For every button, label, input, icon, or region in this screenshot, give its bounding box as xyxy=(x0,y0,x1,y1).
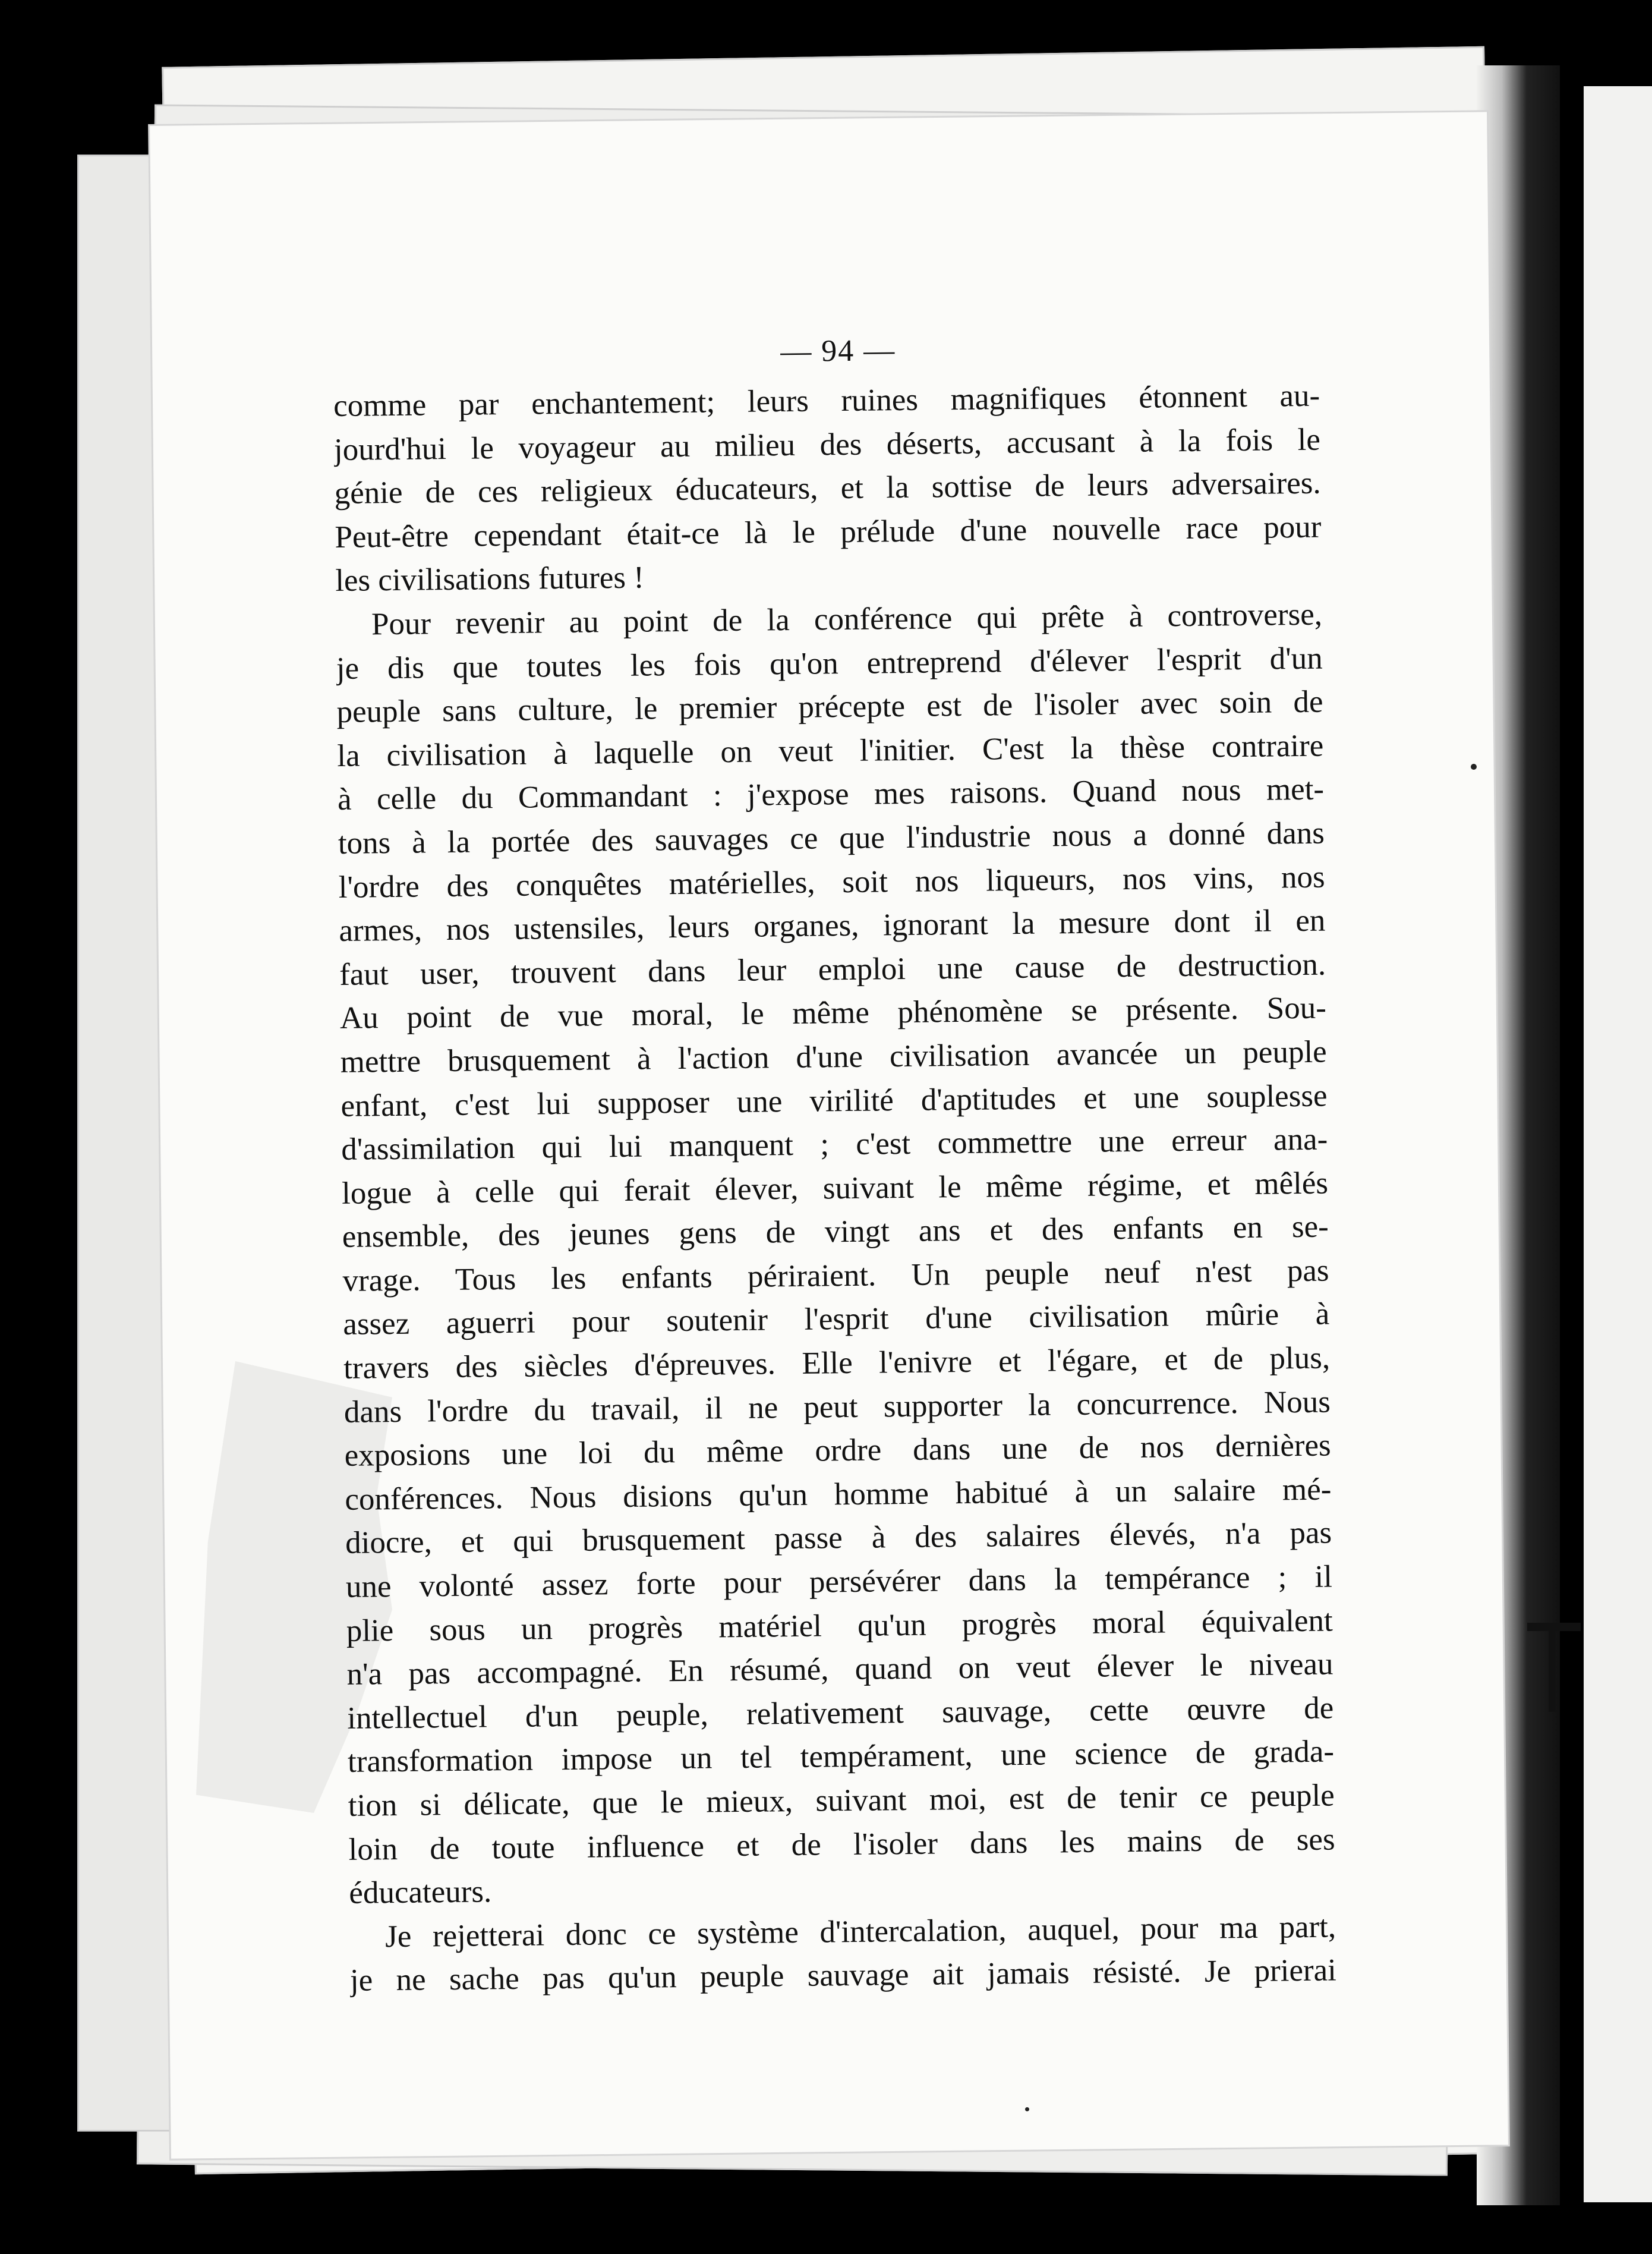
text-line: jourd'hui le voyageur au milieu des déserts, accusant à la fois le xyxy=(333,422,1321,467)
text-line: Pour revenir au point de la conférence qui prête à controverse, xyxy=(371,597,1323,642)
margin-speck xyxy=(1025,2107,1029,2111)
paragraph-2 xyxy=(336,593,1336,1916)
paragraph-1 xyxy=(333,374,1322,603)
text-line: travers des siècles d'épreuves. Elle l'enivre et l'égare, et de plus, xyxy=(343,1340,1331,1386)
text-line: logue à celle qui ferait élever, suivant le même régime, et mêlés xyxy=(341,1166,1329,1211)
text-line: génie de ces religieux éducateurs, et la sottise de leurs adversaires. xyxy=(334,465,1321,511)
facing-page-edge xyxy=(1584,86,1652,2202)
text-line: tons à la portée des sauvages ce que l'industrie nous a donné dans xyxy=(338,816,1325,861)
text-line: enfant, c'est lui supposer une virilité d'aptitudes et une souplesse xyxy=(341,1078,1328,1123)
text-line: d'assimilation qui lui manquent ; c'est commettre une erreur ana- xyxy=(341,1122,1328,1167)
text-line: mettre brusquement à l'action d'une civilisation avancée un peuple xyxy=(340,1034,1327,1079)
text-line: assez aguerri pour soutenir l'esprit d'une civilisation mûrie à xyxy=(343,1296,1330,1342)
text-line: Je rejetterai donc ce système d'intercalation, auquel, pour ma part, xyxy=(384,1909,1336,1954)
text-line: ensemble, des jeunes gens de vingt ans et des enfants en se- xyxy=(342,1209,1329,1255)
text-line: les civilisations futures ! xyxy=(335,560,645,599)
margin-speck xyxy=(1471,764,1477,770)
text-line: transformation impose un tel tempérament, une science de grada- xyxy=(347,1734,1335,1780)
text-line: n'a pas accompagné. En résumé, quand on veut élever le niveau xyxy=(346,1647,1333,1692)
text-line: dans l'ordre du travail, il ne peut supporter la concurrence. Nous xyxy=(343,1384,1331,1430)
text-line: diocre, et qui brusquement passe à des salaires élevés, n'a pas xyxy=(345,1515,1332,1561)
text-line: Peut-être cependant était-ce là le prélude d'une nouvelle race pour xyxy=(335,509,1322,555)
text-line: comme par enchantement; leurs ruines magnifiques étonnent au- xyxy=(333,378,1320,423)
text-line: l'ordre des conquêtes matérielles, soit nos liqueurs, nos vins, nos xyxy=(338,860,1325,905)
text-line: peuple sans culture, le premier précepte est de l'isoler avec soin de xyxy=(336,684,1323,730)
text-line: vrage. Tous les enfants périraient. Un peuple neuf n'est pas xyxy=(342,1253,1329,1298)
page-number: — 94 — xyxy=(780,333,896,369)
text-line: une volonté assez forte pour persévérer dans la tempérance ; il xyxy=(345,1559,1333,1604)
text-line: armes, nos ustensiles, leurs organes, ignorant la mesure dont il en xyxy=(339,903,1326,949)
page-text xyxy=(333,329,1336,2003)
text-line: à celle du Commandant : j'expose mes raisons. Quand nous met- xyxy=(337,772,1325,817)
text-line: la civilisation à laquelle on veut l'initier. C'est la thèse contraire xyxy=(337,728,1324,773)
text-line: tion si délicate, que le mieux, suivant moi, est de tenir ce peuple xyxy=(348,1778,1335,1823)
text-line: je dis que toutes les fois qu'on entreprend d'élever l'esprit d'un xyxy=(336,641,1323,686)
text-line: conférences. Nous disions qu'un homme habitué à un salaire mé- xyxy=(345,1472,1332,1517)
text-line: éducateurs. xyxy=(349,1874,492,1911)
text-line: je ne sache pas qu'un peuple sauvage ait jamais résisté. Je prierai xyxy=(349,1953,1337,1998)
margin-mark xyxy=(1549,1623,1556,1712)
text-line: faut user, trouvent dans leur emploi une cause de destruction. xyxy=(339,947,1326,992)
text-line: exposions une loi du même ordre dans une de nos dernières xyxy=(344,1428,1331,1474)
text-line: loin de toute influence et de l'isoler dans les mains de ses xyxy=(348,1822,1335,1867)
text-line: intellectuel d'un peuple, relativement sauvage, cette œuvre de xyxy=(346,1690,1334,1736)
text-line: Au point de vue moral, le même phénomène se présente. Sou- xyxy=(339,990,1327,1036)
paragraph-3 xyxy=(349,1905,1336,2003)
text-line: plie sous un progrès matériel qu'un progrès moral équivalent xyxy=(346,1603,1333,1648)
